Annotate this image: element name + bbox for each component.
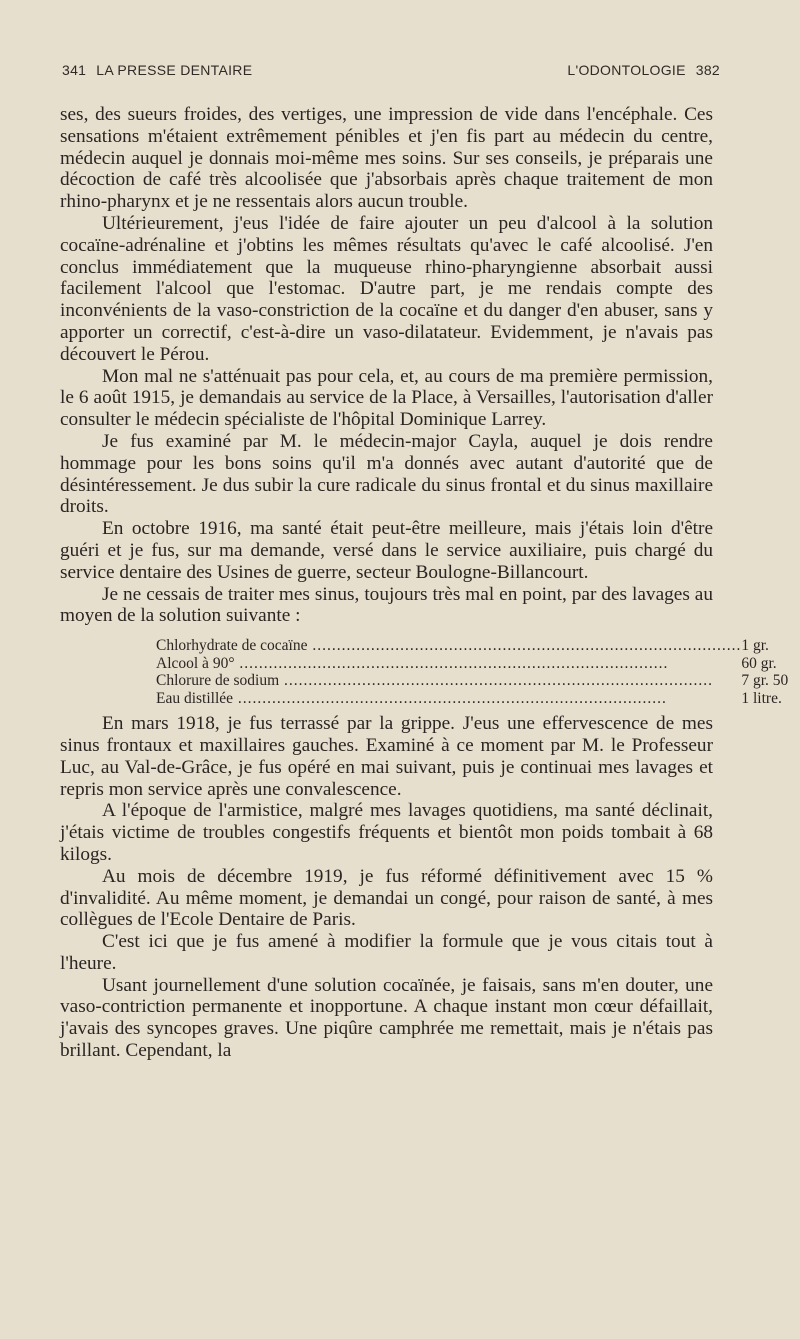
paragraph: Au mois de décembre 1919, je fus réformé définitivement avec 15 % d'invalidité. Au même moment, je demandai un congé, pour raison de santé, à mes collègues de l'Ecole Dentaire de Paris. [60,865,713,931]
ingredient-name: Chlorhydrate de cocaïne ..... [156,637,741,655]
running-header [62,62,720,78]
paragraph: Je ne cessais de traiter mes sinus, toujours très mal en point, par des lavages au moyen de la solution suivante : [60,583,713,627]
formula-row [156,690,788,708]
formula-row [156,655,788,673]
header-left [62,62,262,78]
paragraph: Ultérieurement, j'eus l'idée de faire ajouter un peu d'alcool à la solution cocaïne-adrénaline et j'obtins les mêmes résultats qu'avec le café alcoolisé. J'en conclus immédiatement que la muqueuse rhino-pharyngienne absorbait aussi facilement l'alcool que l'estomac. D'autre part, je me rendais compte des inconvénients de la vaso-constriction de la cocaïne et du danger d'en abuser, sans y apporter un correctif, c'est-à-dire un vaso-dilatateur. Evidemment, je n'avais pas découvert le Pérou. [60,212,713,365]
paragraph: Je fus examiné par M. le médecin-major Cayla, auquel je dois rendre hommage pour les bons soins qu'il m'a donnés avec autant d'autorité que de désintéressement. Je dus subir la cure radicale du sinus frontal et du sinus maxillaire droits. [60,430,713,518]
left-journal-title: LA PRESSE DENTAIRE [96,62,253,78]
paragraph: En mars 1918, je fus terrassé par la grippe. J'eus une effervescence de mes sinus frontaux et maxillaires gauches. Examiné à ce moment par M. le Professeur Luc, au Val-de-Grâce, je fus opéré en mai suivant, puis je continuai mes lavages et repris mon service après une convalescence. [60,713,713,800]
ingredient-name: Alcool à 90° ..... [156,655,741,673]
paragraph: Mon mal ne s'atténuait pas pour cela, et, au cours de ma première permission, le 6 août 1915, je demandais au service de la Place, à Versailles, l'autorisation d'aller consulter le médecin spécialiste de l'hôpital Dominique Larrey. [60,365,713,431]
header-right [557,62,720,78]
left-page-number: 341 [62,62,87,78]
ingredient-quantity: 7 gr. 50 [741,672,789,690]
paragraph: ses, des sueurs froides, des vertiges, une impression de vide dans l'encéphale. Ces sensations m'étaient extrêmement pénibles et j'en fis part au médecin du centre, médecin auquel je donnais moi-même mes soins. Sur ses conseils, je préparais une décoction de café très alcoolisée que j'absorbais après chaque traitement de mon rhino-pharynx et je ne ressentais alors aucun trouble. [60,104,713,213]
ingredient-quantity: 1 litre. [741,689,782,707]
right-journal-title: L'ODONTOLOGIE [567,62,686,78]
paragraph: C'est ici que je fus amené à modifier la formule que je vous citais tout à l'heure. [60,931,713,974]
ingredient-quantity: 60 gr. [741,654,777,672]
paragraph: En octobre 1916, ma santé était peut-être meilleure, mais j'étais loin d'être guéri et je fus, sur ma demande, versé dans le service auxiliaire, puis chargé du service dentaire des Usines de guerre, secteur Boulogne-Billancourt. [60,518,713,583]
formula-row [156,672,788,690]
paragraph: Usant journellement d'une solution cocaïnée, je faisais, sans m'en douter, une vaso-contriction permanente et inopportune. A chaque instant mon cœur défaillait, j'avais des syncopes graves. Une piqûre camphrée me remettait, mais je n'étais pas brillant. Cependant, la [60,974,713,1062]
article-body [60,104,789,1062]
ingredient-name: Chlorure de sodium ..... [156,672,741,690]
ingredient-quantity: 1 gr. [741,637,769,655]
right-page-number: 382 [695,62,720,78]
paragraph: A l'époque de l'armistice, malgré mes lavages quotidiens, ma santé déclinait, j'étais victime de troubles congestifs fréquents et bientôt mon poids tombait à 68 kilogs. [60,800,713,865]
ingredient-name: Eau distillée ..... [156,690,741,708]
formula-table [156,637,788,707]
formula-row [156,637,788,655]
